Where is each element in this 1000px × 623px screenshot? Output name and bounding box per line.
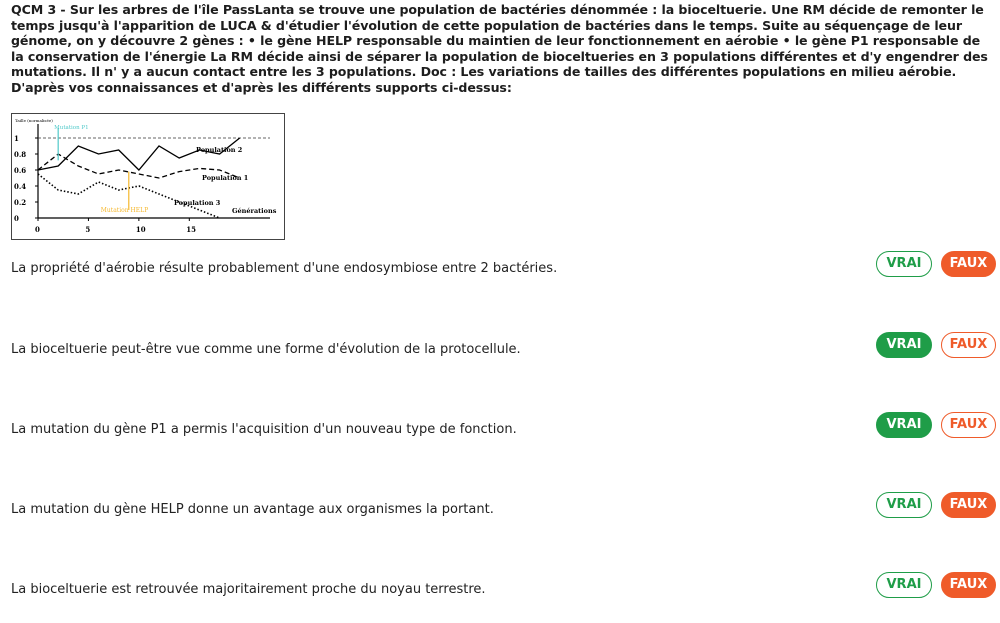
statement-row [0,332,1000,372]
statement-text: La mutation du gène HELP donne un avantage aux organismes la portant. [11,502,494,517]
y-tick-label: 0.6 [14,166,27,175]
series-label: Population 2 [196,146,243,154]
vrai-button[interactable]: VRAI [876,572,932,598]
faux-button[interactable]: FAUX [941,572,996,598]
faux-button[interactable]: FAUX [941,492,996,518]
statement-text: La bioceltuerie peut-être vue comme une forme d'évolution de la protocellule. [11,342,521,357]
y-tick-label: 1 [14,134,19,143]
y-tick-label: 0.4 [14,182,27,191]
statement-text: La propriété d'aérobie résulte probablement d'une endosymbiose entre 2 bactéries. [11,261,558,276]
question-text: QCM 3 - Sur les arbres de l'île PassLanta se trouve une population de bactéries dénommée : la bioceltuerie. Une RM décide de remonter le temps jusqu'à l'apparition de LUCA & d'étudier l'évolution de cette population de bactéries dans le temps. Suite au séquençage de leur génome, on y découvre 2 gènes : • le gène HELP responsable du maintien de leur fonctionnement en aérobie • le gène P1 responsable de la conservation de l'énergie La RM décide ainsi de séparer la population de bioceltueries en 3 populations différentes et d'y engendrer des mutations. Il n' y a aucun contact entre les 3 populations. Doc : Les variations de tailles des différentes populations en milieu aérobie. D'après vos connaissances et d'après les différents supports ci-dessus: [11,2,988,95]
help-mutation-label: Mutation HELP [100,207,149,214]
statement-text: La bioceltuerie est retrouvée majoritairement proche du noyau terrestre. [11,582,486,597]
x-tick-label: 10 [135,225,146,234]
x-axis-label: Générations [232,207,277,215]
series-line-population-2 [38,138,243,170]
chart-svg [12,114,284,239]
x-tick-label: 0 [35,225,40,234]
y-axis-label: Taille (normalisée) [15,118,53,123]
faux-button[interactable]: FAUX [941,332,996,358]
y-tick-label: 0.2 [14,198,27,207]
y-tick-label: 0 [14,214,19,223]
vrai-button[interactable]: VRAI [876,332,932,358]
statement-text: La mutation du gène P1 a permis l'acquisition d'un nouveau type de fonction. [11,422,517,437]
y-tick-label: 0.8 [14,150,27,159]
statement-row [0,412,1000,452]
faux-button[interactable]: FAUX [941,251,996,277]
vrai-button[interactable]: VRAI [876,251,932,277]
faux-button[interactable]: FAUX [941,412,996,438]
vrai-button[interactable]: VRAI [876,492,932,518]
statement-row [0,572,1000,612]
vrai-button[interactable]: VRAI [876,412,932,438]
series-label: Population 3 [174,199,221,207]
population-chart [11,113,285,240]
x-tick-label: 5 [85,225,91,234]
p1-mutation-label: Mutation P1 [54,125,89,131]
statement-row [0,492,1000,532]
series-label: Population 1 [202,174,249,182]
statement-row [0,251,1000,291]
x-tick-label: 15 [186,225,197,234]
